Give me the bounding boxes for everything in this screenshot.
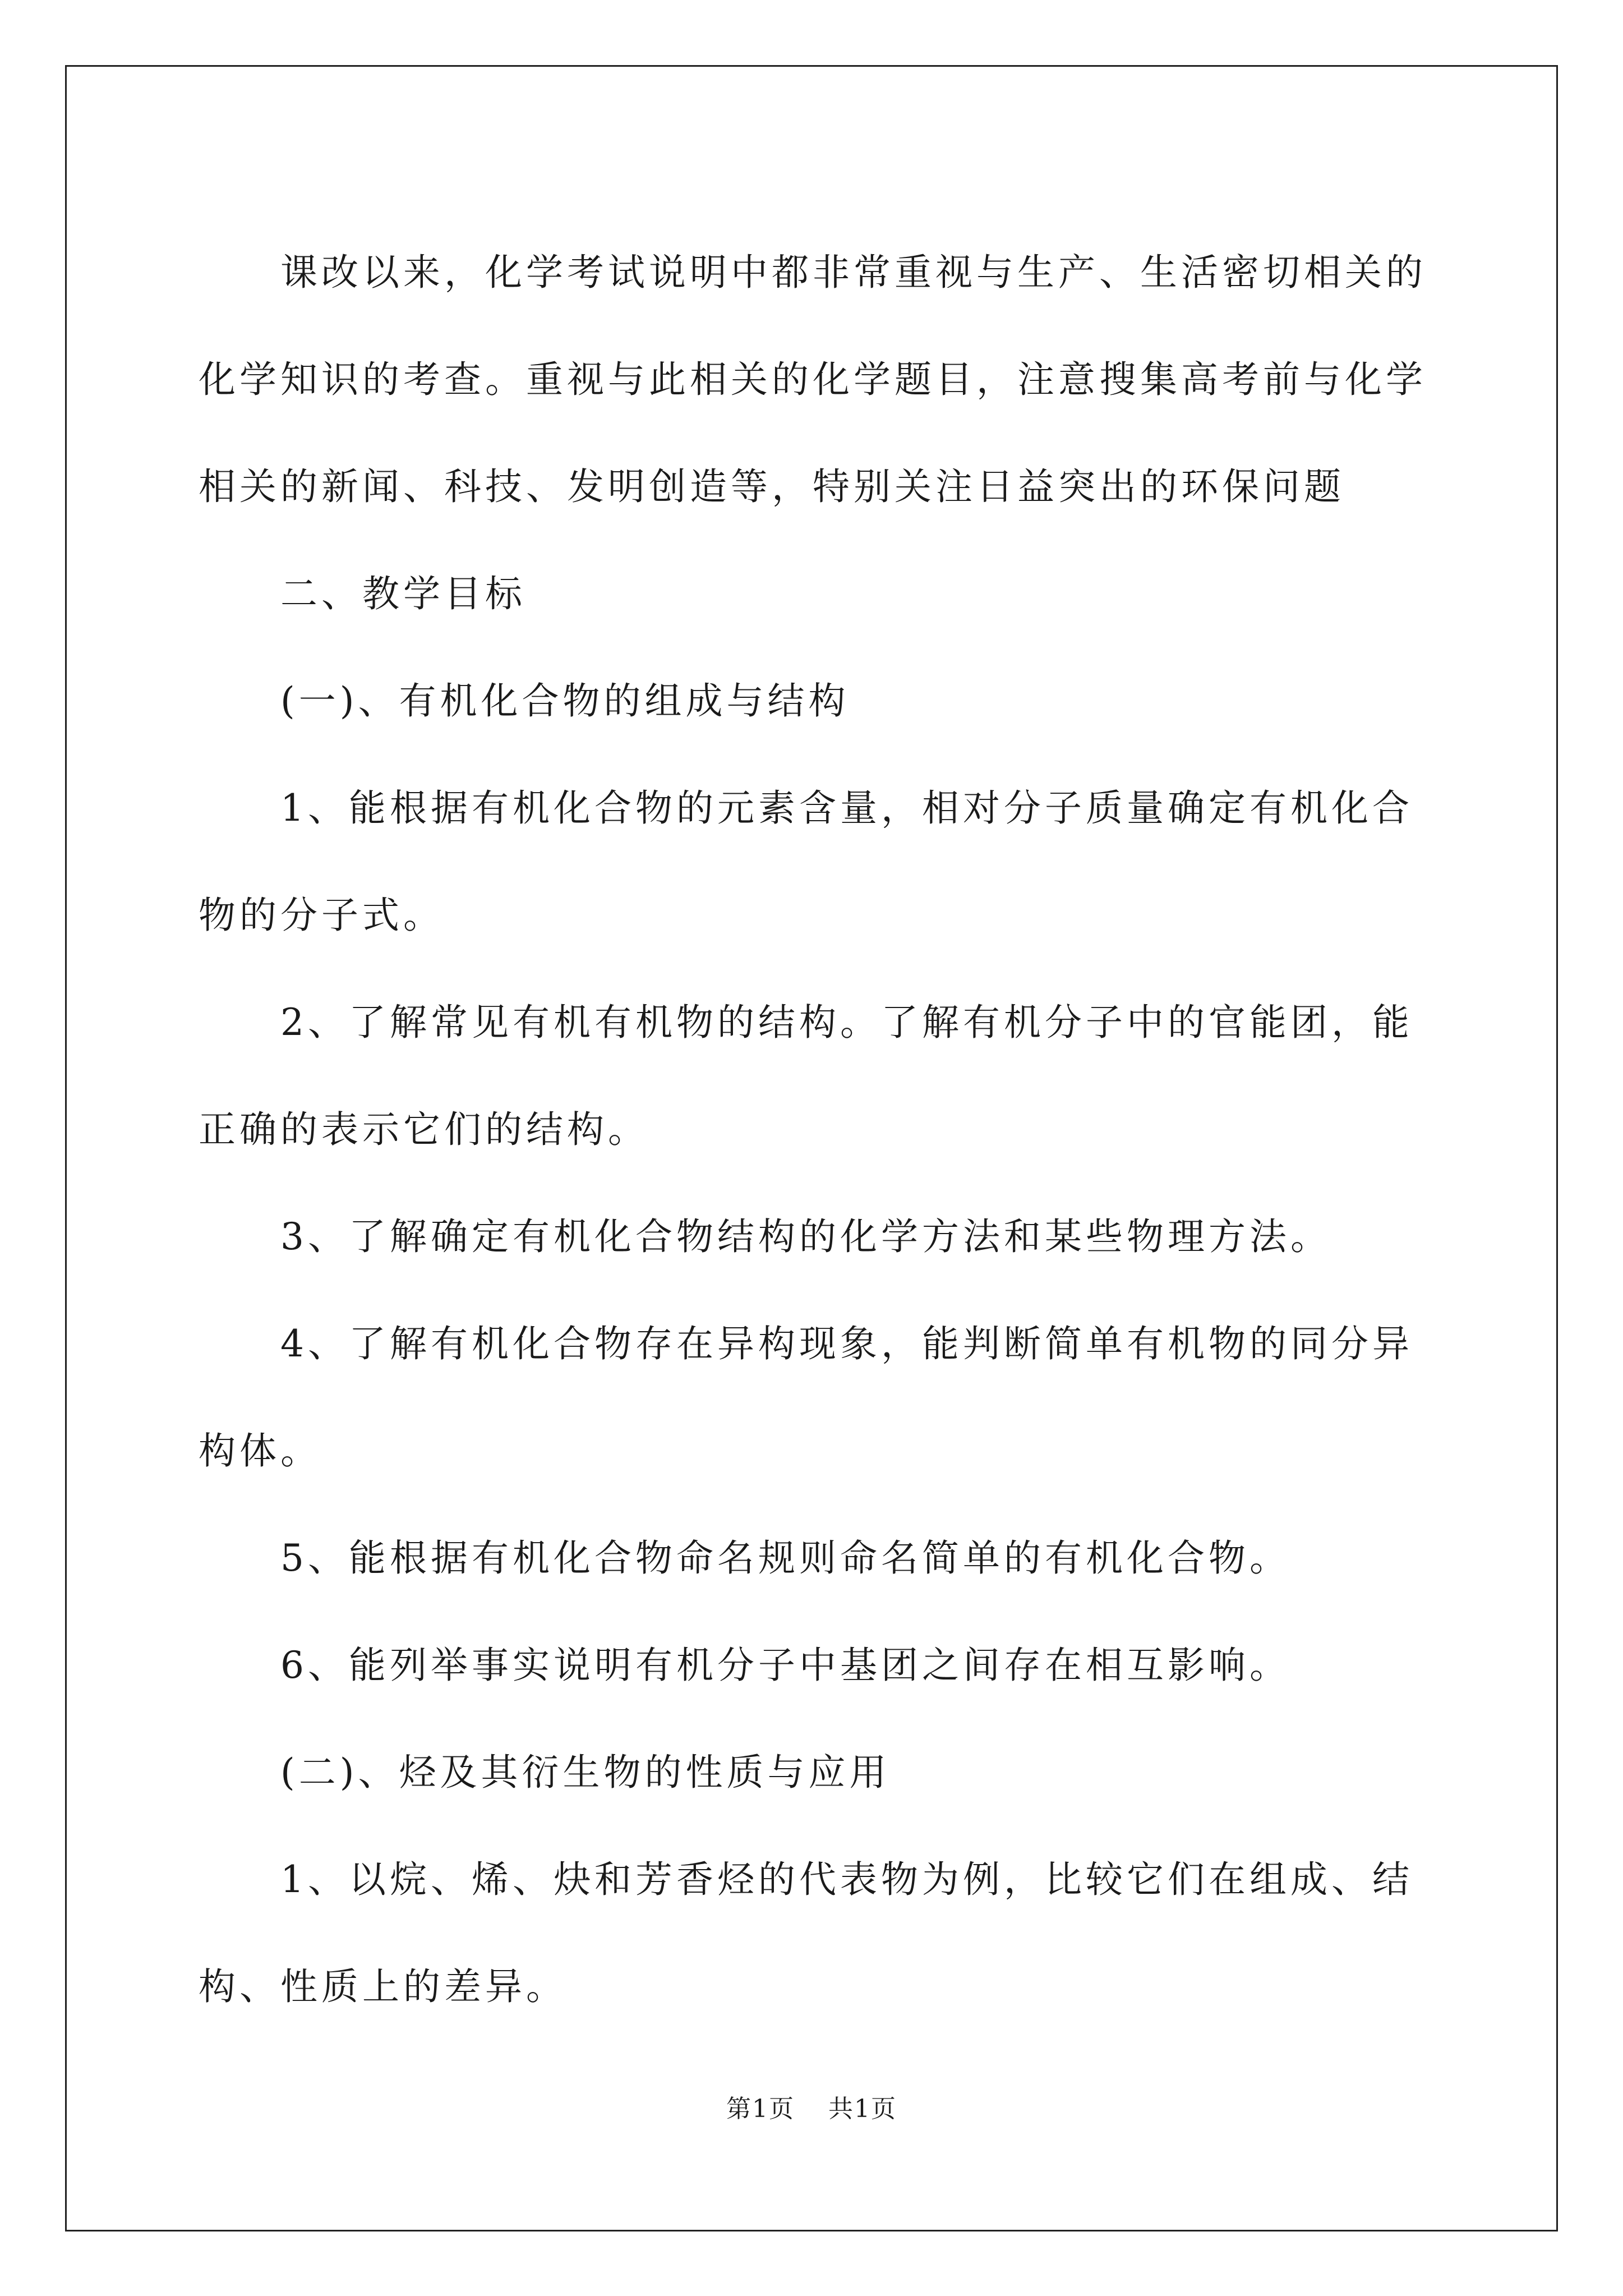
document-body [199,219,1432,2040]
paragraph-intro: 课改以来，化学考试说明中都非常重视与生产、生活密切相关的化学知识的考查。重视与此相关的化学题目，注意搜集高考前与化学相关的新闻、科技、发明创造等，特别关注日益突出的环保问题 [199,251,1427,508]
list-item-5: 5、能根据有机化合物命名规则命名简单的有机化合物。 [280,1536,1290,1580]
section-heading-teaching-goals: 二、教学目标 [280,572,526,615]
list-item-7: 1、以烷、烯、炔和芳香烃的代表物为例，比较它们在组成、结构、性质上的差异。 [199,1858,1413,2008]
list-item-4: 4、了解有机化合物存在异构现象，能判断简单有机物的同分异构体。 [199,1322,1413,1473]
page-number-total: 共1页 [828,2095,897,2123]
list-item-3: 3、了解确定有机化合物结构的化学方法和某些物理方法。 [280,1215,1331,1258]
page-number-current: 第1页 [726,2095,795,2123]
list-item-6: 6、能列举事实说明有机分子中基团之间存在相互影响。 [280,1644,1290,1687]
page-footer [0,2092,1623,2126]
subsection-heading-1: (一)、有机化合物的组成与结构 [280,679,850,723]
list-item-1: 1、能根据有机化合物的元素含量，相对分子质量确定有机化合物的分子式。 [199,786,1413,937]
subsection-heading-2: (二)、烃及其衍生物的性质与应用 [280,1751,891,1794]
list-item-2: 2、了解常见有机有机物的结构。了解有机分子中的官能团，能正确的表示它们的结构。 [199,1001,1413,1151]
